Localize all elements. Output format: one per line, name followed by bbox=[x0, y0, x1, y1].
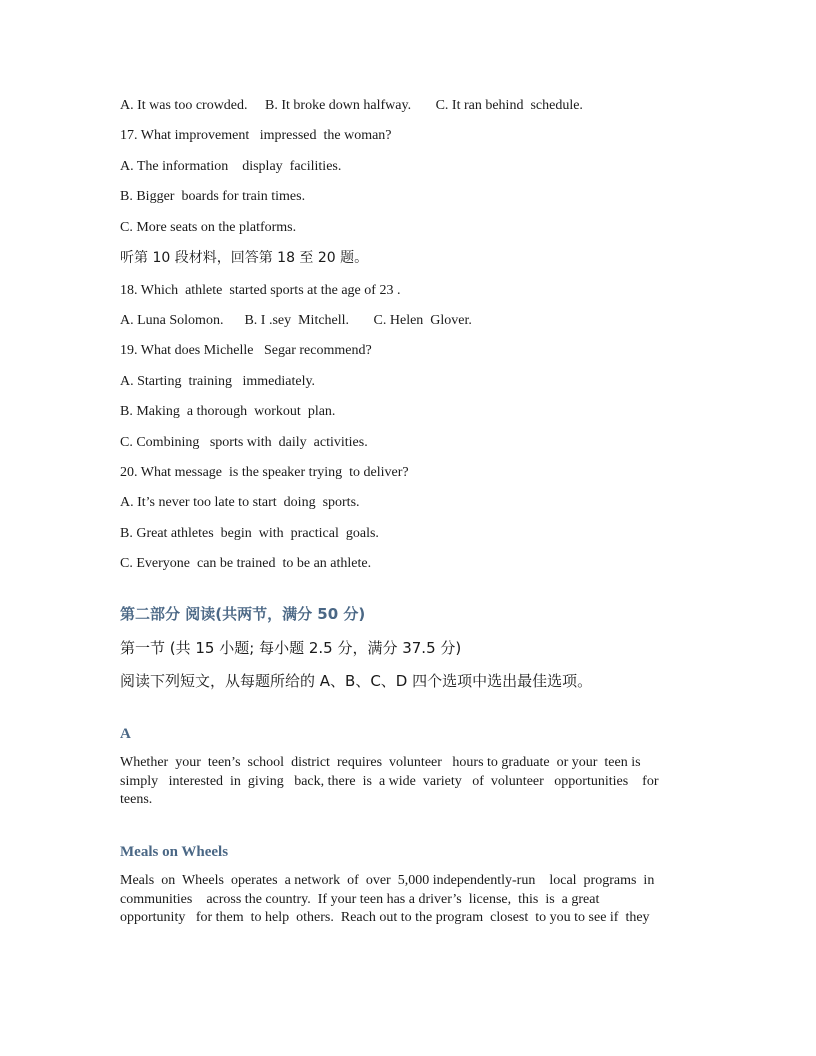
q20-option-b: B. Great athletes begin with practical goals. bbox=[120, 526, 379, 541]
q17-option-c: C. More seats on the platforms. bbox=[120, 220, 297, 235]
meals-paragraph bbox=[120, 872, 700, 928]
listening-instruction: 听第 10 段材料，回答第 18 至 20 题。 bbox=[120, 250, 369, 266]
q19-option-b: B. Making a thorough workout plan. bbox=[120, 404, 336, 419]
q19-question: 19. What does Michelle Segar recommend? bbox=[120, 343, 372, 358]
q17-question: 17. What improvement impressed the woman? bbox=[120, 128, 392, 143]
part-two-title: 第二部分 阅读(共两节，满分 50 分) bbox=[120, 605, 366, 623]
intro-line: simply interested in giving back, there is a wide variety of volunteer opportunities for bbox=[120, 773, 659, 789]
reading-instruction: 阅读下列短文，从每题所给的 A、B、C、D 四个选项中选出最佳选项。 bbox=[120, 672, 593, 690]
meals-line: communities across the country. If your teen has a driver’s license, this is a great bbox=[120, 891, 600, 907]
intro-line: teens. bbox=[120, 792, 153, 807]
q19-option-a: A. Starting training immediately. bbox=[120, 374, 316, 389]
intro-line: Whether your teen’s school district requires volunteer hours to graduate or your teen is bbox=[120, 755, 641, 770]
q18-question: 18. Which athlete started sports at the age of 23 . bbox=[120, 283, 401, 298]
q17-option-a: A. The information display facilities. bbox=[120, 159, 342, 174]
meals-line: opportunity for them to help others. Reach out to the program closest to you to see if they bbox=[120, 910, 650, 925]
meals-line: Meals on Wheels operates a network of over 5,000 independently-run local programs in bbox=[120, 873, 655, 888]
section-one-title: 第一节 (共 15 小题; 每小题 2.5 分，满分 37.5 分) bbox=[120, 639, 462, 657]
q19-option-c: C. Combining sports with daily activities. bbox=[120, 435, 368, 450]
q16-options: A. It was too crowded. B. It broke down halfway. C. It ran behind schedule. bbox=[120, 98, 583, 113]
q20-question: 20. What message is the speaker trying to deliver? bbox=[120, 465, 409, 480]
passage-label: A bbox=[120, 726, 131, 742]
q17-option-b: B. Bigger boards for train times. bbox=[120, 189, 306, 204]
q20-option-c: C. Everyone can be trained to be an athlete. bbox=[120, 556, 372, 571]
q20-option-a: A. It’s never too late to start doing sports. bbox=[120, 495, 360, 510]
intro-paragraph bbox=[120, 754, 700, 810]
meals-subheading: Meals on Wheels bbox=[120, 844, 229, 860]
q18-options: A. Luna Solomon. B. I .sey Mitchell. C. Helen Glover. bbox=[120, 313, 472, 328]
